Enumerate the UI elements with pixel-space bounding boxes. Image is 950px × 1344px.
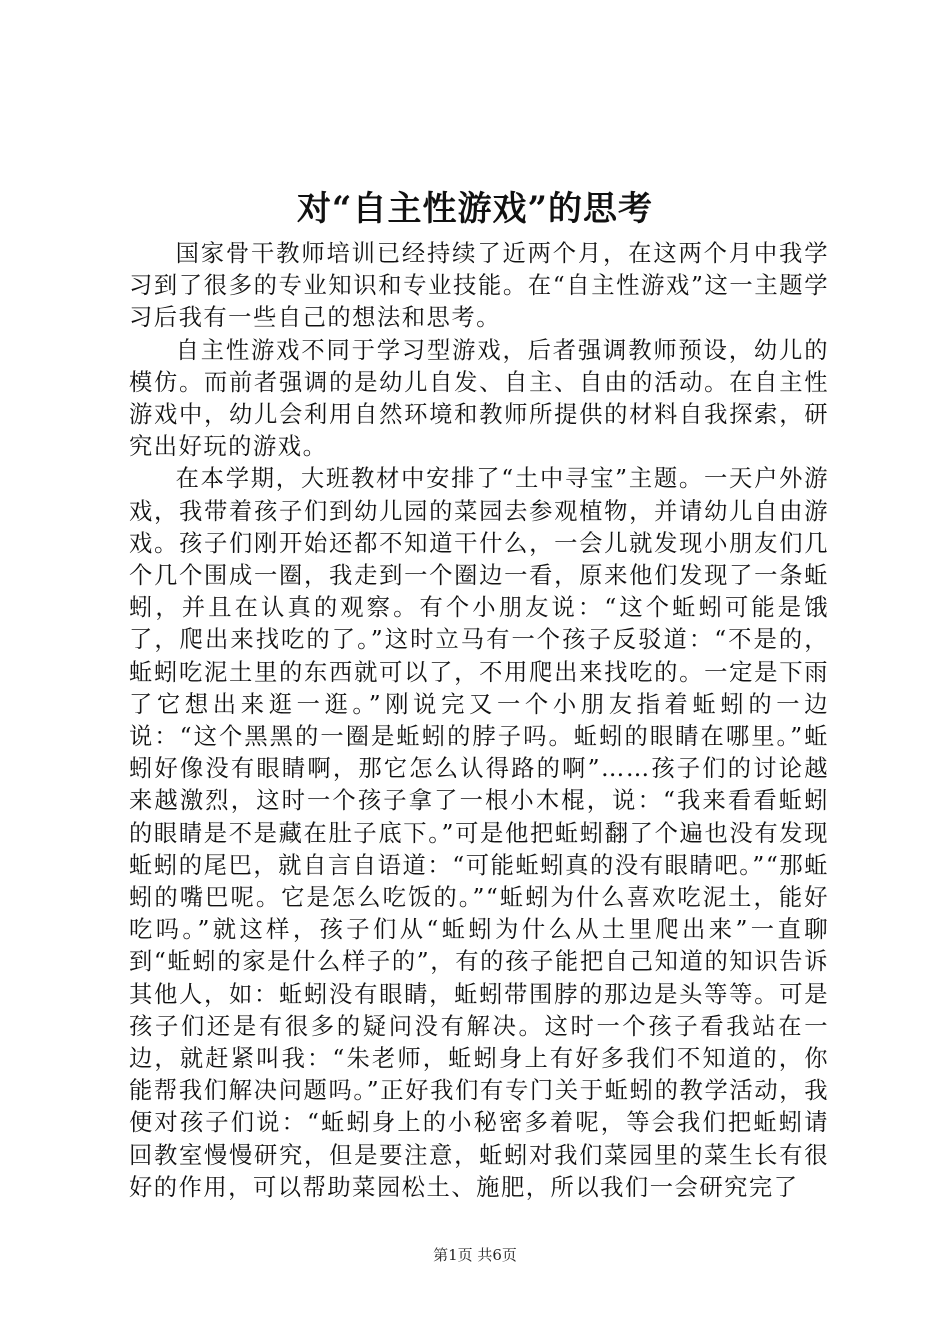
document-body [129, 238, 829, 1204]
paragraph-2: 自主性游戏不同于学习型游戏，后者强调教师预设，幼儿的模仿。而前者强调的是幼儿自发、自主、自由的活动。在自主性游戏中，幼儿会利用自然环境和教师所提供的材料自我探索，研究出好玩的游戏。 [129, 336, 829, 461]
document-title: 对“自主性游戏”的思考 [296, 189, 654, 229]
paragraph-3: 在本学期，大班教材中安排了“土中寻宝”主题。一天户外游戏，我带着孩子们到幼儿园的菜园去参观植物，并请幼儿自由游戏。孩子们刚开始还都不知道干什么，一会儿就发现小朋友们几个几个围成一圈，我走到一个圈边一看，原来他们发现了一条蚯蚓，并且在认真的观察。有个小朋友说：“这个蚯蚓可能是饿了，爬出来找吃的了。”这时立马有一个孩子反驳道：“不是的，蚯蚓吃泥土里的东西就可以了，不用爬出来找吃的。一定是下雨了它想出来逛一逛。”刚说完又一个小朋友指着蚯蚓的一边说：“这个黑黑的一圈是蚯蚓的脖子吗。蚯蚓的眼睛在哪里。”蚯蚓好像没有眼睛啊，那它怎么认得路的啊”……孩子们的讨论越来越激烈，这时一个孩子拿了一根小木棍，说：“我来看看蚯蚓的眼睛是不是藏在肚子底下。”可是他把蚯蚓翻了个遍也没有发现蚯蚓的尾巴，就自言自语道：“可能蚯蚓真的没有眼睛吧。”“那蚯蚓的嘴巴呢。它是怎么吃饭的。”“蚯蚓为什么喜欢吃泥土，能好吃吗。”就这样，孩子们从“蚯蚓为什么从土里爬出来”一直聊到“蚯蚓的家是什么样子的”，有的孩子能把自己知道的知识告诉其他人，如：蚯蚓没有眼睛，蚯蚓带围脖的那边是头等等。可是孩子们还是有很多的疑问没有解决。这时一个孩子看我站在一边，就赶紧叫我：“朱老师，蚯蚓身上有好多我们不知道的，你能帮我们解决问题吗。”正好我们有专门关于蚯蚓的教学活动，我便对孩子们说：“蚯蚓身上的小秘密多着呢，等会我们把蚯蚓请回教室慢慢研究，但是要注意，蚯蚓对我们菜园里的菜生长有很好的作用，可以帮助菜园松土、施肥，所以我们一会研究完了 [129, 465, 829, 1201]
paragraph-1: 国家骨干教师培训已经持续了近两个月，在这两个月中我学习到了很多的专业知识和专业技能。在“自主性游戏”这一主题学习后我有一些自己的想法和思考。 [129, 240, 829, 332]
page-number-footer: 第1页 共6页 [433, 1246, 517, 1264]
